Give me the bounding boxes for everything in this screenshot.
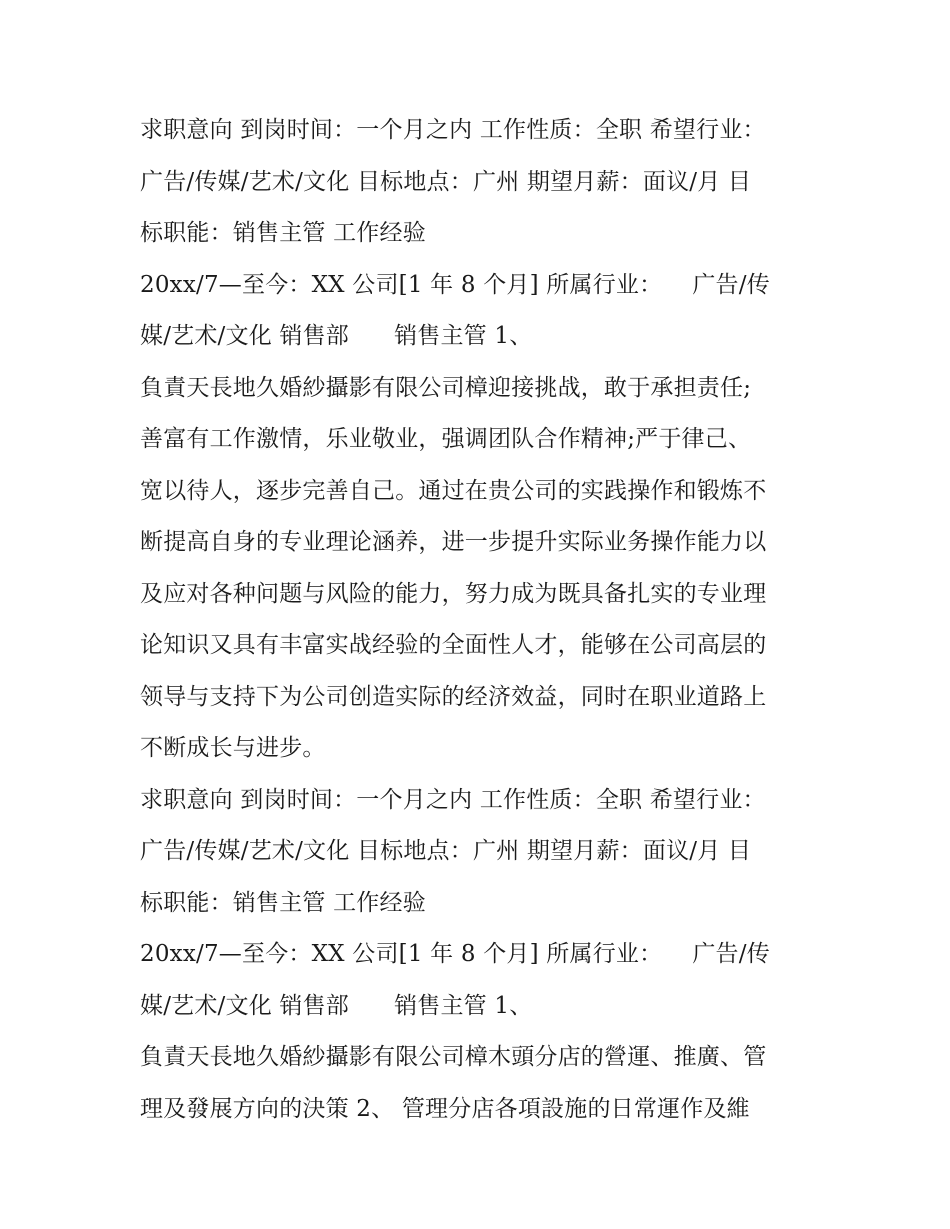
text-line: 20xx/7—至今：XX 公司[1 年 8 个月] 所属行业： 广告/传 (140, 941, 770, 967)
text-line: 标职能：销售主管 工作经验 (140, 220, 426, 246)
text-line: 不断成长与进步。 (140, 735, 326, 761)
text-line: 20xx/7—至今：XX 公司[1 年 8 个月] 所属行业： 广告/传 (140, 271, 770, 298)
text-line: 广告/传媒/艺术/文化 目标地点：广州 期望月薪：面议/月 目 (140, 168, 752, 195)
text-line: 負責天長地久婚紗攝影有限公司樟木頭分店的營運、推廣、管 (140, 1044, 767, 1070)
document-body (140, 105, 820, 1135)
text-line: 标职能：销售主管 工作经验 (140, 889, 426, 916)
text-line: 领导与支持下为公司创造实际的经济效益，同时在职业道路上 (140, 683, 767, 710)
text-line: 善富有工作激情，乐业敬业，强调团队合作精神;严于律己、 (140, 426, 752, 452)
text-line: 及应对各种问题与风险的能力，努力成为既具备扎实的专业理 (140, 580, 767, 607)
text-line: 广告/传媒/艺术/文化 目标地点：广州 期望月薪：面议/月 目 (140, 838, 752, 864)
text-line: 媒/艺术/文化 销售部 销售主管 1、 (140, 992, 533, 1019)
text-line: 宽以待人，逐步完善自己。通过在贵公司的实践操作和锻炼不 (140, 477, 767, 504)
text-line: 求职意向 到岗时间：一个月之内 工作性质：全职 希望行业： (140, 117, 766, 143)
text-line: 媒/艺术/文化 销售部 销售主管 1、 (140, 323, 533, 349)
text-line: 負責天長地久婚紗攝影有限公司樟迎接挑战，敢于承担责任; (140, 374, 752, 401)
text-line: 求职意向 到岗时间：一个月之内 工作性质：全职 希望行业： (140, 786, 766, 813)
text-line: 论知识又具有丰富实战经验的全面性人才，能够在公司高层的 (140, 632, 767, 658)
text-line: 断提高自身的专业理论涵养，进一步提升实际业务操作能力以 (140, 529, 767, 555)
text-line: 理及發展方向的決策 2、 管理分店各項設施的日常運作及維 (140, 1095, 750, 1122)
